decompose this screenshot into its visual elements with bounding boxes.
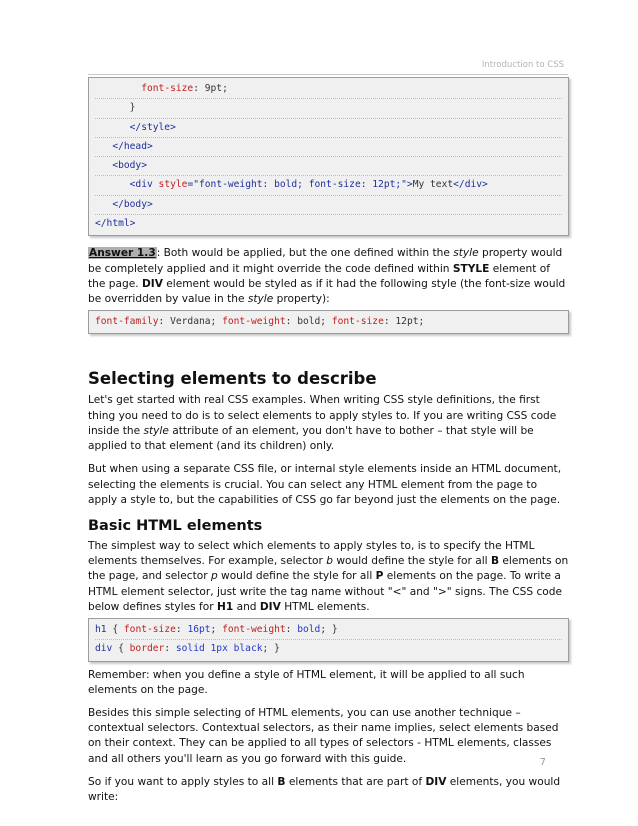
paragraph-text: Let's get started with real CSS examples. When writing CSS style definitions, the first thing you need to do is to select elements to apply styles to. If you are writing CSS code inside the xyxy=(88,394,557,437)
code-block-html-example xyxy=(88,77,569,236)
code-line xyxy=(95,215,562,233)
code-indent xyxy=(95,199,112,210)
paragraph-text: So if you want to apply styles to all xyxy=(88,775,278,788)
code-token: font-size xyxy=(331,316,384,328)
paragraph-strong: DIV xyxy=(425,775,447,788)
code-line xyxy=(95,196,562,215)
section1-paragraph-1 xyxy=(88,393,569,454)
code-indent xyxy=(95,179,130,190)
code-indent xyxy=(95,102,130,113)
code-token: ; } xyxy=(320,623,338,635)
paragraph-text: would define the style for all xyxy=(217,570,376,583)
answer-label: Answer 1.3 xyxy=(89,247,156,260)
section2-paragraph-1 xyxy=(88,539,569,615)
code-token: My text xyxy=(412,179,454,191)
answer-text: property would be completely applied and it might override the code defined within xyxy=(88,247,563,275)
code-token: : 12pt; xyxy=(383,316,425,328)
header-rule xyxy=(88,74,568,75)
code-token: font-size xyxy=(141,83,194,94)
code-token: : 9pt; xyxy=(193,83,228,94)
code-line xyxy=(95,621,562,640)
code-token: : bold; xyxy=(285,316,332,328)
code-token: : xyxy=(285,623,298,635)
running-header: Introduction to CSS xyxy=(481,60,564,70)
code-token: </html> xyxy=(95,218,136,230)
section2-paragraph-2: Remember: when you define a style of HTML element, it will be applied to all such elements on the page. xyxy=(88,668,525,696)
code-indent xyxy=(95,160,112,171)
code-token: </body> xyxy=(112,198,153,210)
code-line xyxy=(95,313,562,331)
code-token: div xyxy=(95,643,113,655)
code-token: <body> xyxy=(112,160,147,172)
paragraph-text: would define the style for all xyxy=(332,555,491,568)
code-token: </div> xyxy=(453,179,488,191)
answer-strong: DIV xyxy=(141,277,163,290)
paragraph-text: elements that are part of xyxy=(285,775,426,788)
answer-text: property): xyxy=(273,292,330,305)
page-number: 7 xyxy=(539,757,546,768)
code-token: { xyxy=(106,623,124,635)
code-token: font-family xyxy=(95,316,159,328)
paragraph-text: HTML elements. xyxy=(280,600,370,613)
code-line xyxy=(95,138,562,157)
code-line xyxy=(95,119,562,138)
code-token: ; xyxy=(210,623,223,635)
code-token: font-weight xyxy=(222,623,286,635)
code-token: font-weight xyxy=(222,316,286,328)
code-block-element-selectors xyxy=(88,618,569,662)
paragraph-strong: B xyxy=(490,555,500,568)
code-token: border xyxy=(129,643,165,655)
code-token: solid 1px black xyxy=(175,643,263,655)
code-indent xyxy=(95,83,141,94)
code-token: </head> xyxy=(112,140,153,152)
paragraph-text: The simplest way to select which elements to apply styles to, is to specify the HTML elements themselves. For example, selector xyxy=(88,539,535,568)
code-token: : xyxy=(175,623,188,635)
code-token: } xyxy=(129,102,136,114)
answer-strong: STYLE xyxy=(452,262,490,275)
code-token: style xyxy=(158,179,188,191)
section2-paragraph-3: Besides this simple selecting of HTML elements, you can use another technique – contextual selectors. Contextual selectors, as their name implies, select elements based on their context. They can be applied to all types of selectors - HTML elements, classes and all others you'll learn as you go forward with this guide. xyxy=(88,706,559,765)
paragraph-text: attribute of an element, you don't have to bother – that style will be applied to that element (and its children) only. xyxy=(88,424,534,453)
section-heading-selecting-elements: Selecting elements to describe xyxy=(88,369,377,389)
paragraph-emphasis: style xyxy=(143,424,169,437)
code-token: { xyxy=(112,643,130,655)
paragraph-text: elements on the page. To write a HTML element selector, just write the tag name without "<" and ">" signs. The CSS code below defines styles for xyxy=(88,570,563,613)
paragraph-strong: P xyxy=(375,570,384,583)
code-token: <div xyxy=(129,179,159,191)
code-token: 16pt xyxy=(187,623,211,635)
code-token: </style> xyxy=(129,121,176,133)
paragraph-emphasis: b xyxy=(326,555,333,568)
section-heading-basic-html-elements: Basic HTML elements xyxy=(88,517,263,534)
answer-emphasis: style xyxy=(247,292,274,305)
paragraph-text: and xyxy=(233,600,260,613)
section2-paragraph-4 xyxy=(88,775,569,805)
answer-text: : Both would be applied, but the one defined within the xyxy=(156,247,454,260)
paragraph-text: elements, you would write: xyxy=(88,775,561,803)
paragraph-text: elements on the page, and selector xyxy=(88,555,569,583)
code-token: bold xyxy=(297,623,321,635)
paragraph-strong: B xyxy=(277,775,286,788)
answer-text: element would be styled as if it had the following style (the font-size would be overridden by value in the xyxy=(88,277,566,305)
code-line xyxy=(95,176,562,195)
code-line xyxy=(95,99,562,118)
code-token: h1 xyxy=(95,623,107,635)
paragraph-emphasis: p xyxy=(210,570,218,583)
answer-emphasis: style xyxy=(453,247,479,260)
code-token: font-size xyxy=(123,623,176,635)
paragraph-strong: H1 xyxy=(216,600,234,613)
section1-paragraph-2: But when using a separate CSS file, or internal style elements inside an HTML document, selecting the elements is crucial. You can select any HTML element from the page to apply a style to, but the capabilities of CSS go far beyond just the elements on the page. xyxy=(88,463,562,506)
answer-paragraph xyxy=(88,246,569,307)
answer-text: element of the page. xyxy=(88,262,551,290)
code-block-computed-style xyxy=(88,310,569,334)
code-line xyxy=(95,640,562,658)
page-content xyxy=(88,77,569,805)
paragraph-strong: DIV xyxy=(259,600,281,613)
code-token: : Verdana; xyxy=(158,316,223,328)
code-token: ="font-weight: bold; font-size: 12pt;"> xyxy=(187,179,413,191)
code-line xyxy=(95,157,562,176)
code-token: ; } xyxy=(262,643,280,655)
code-line xyxy=(95,80,562,99)
code-indent xyxy=(95,141,112,152)
code-indent xyxy=(95,122,130,133)
code-token: : xyxy=(164,643,176,655)
